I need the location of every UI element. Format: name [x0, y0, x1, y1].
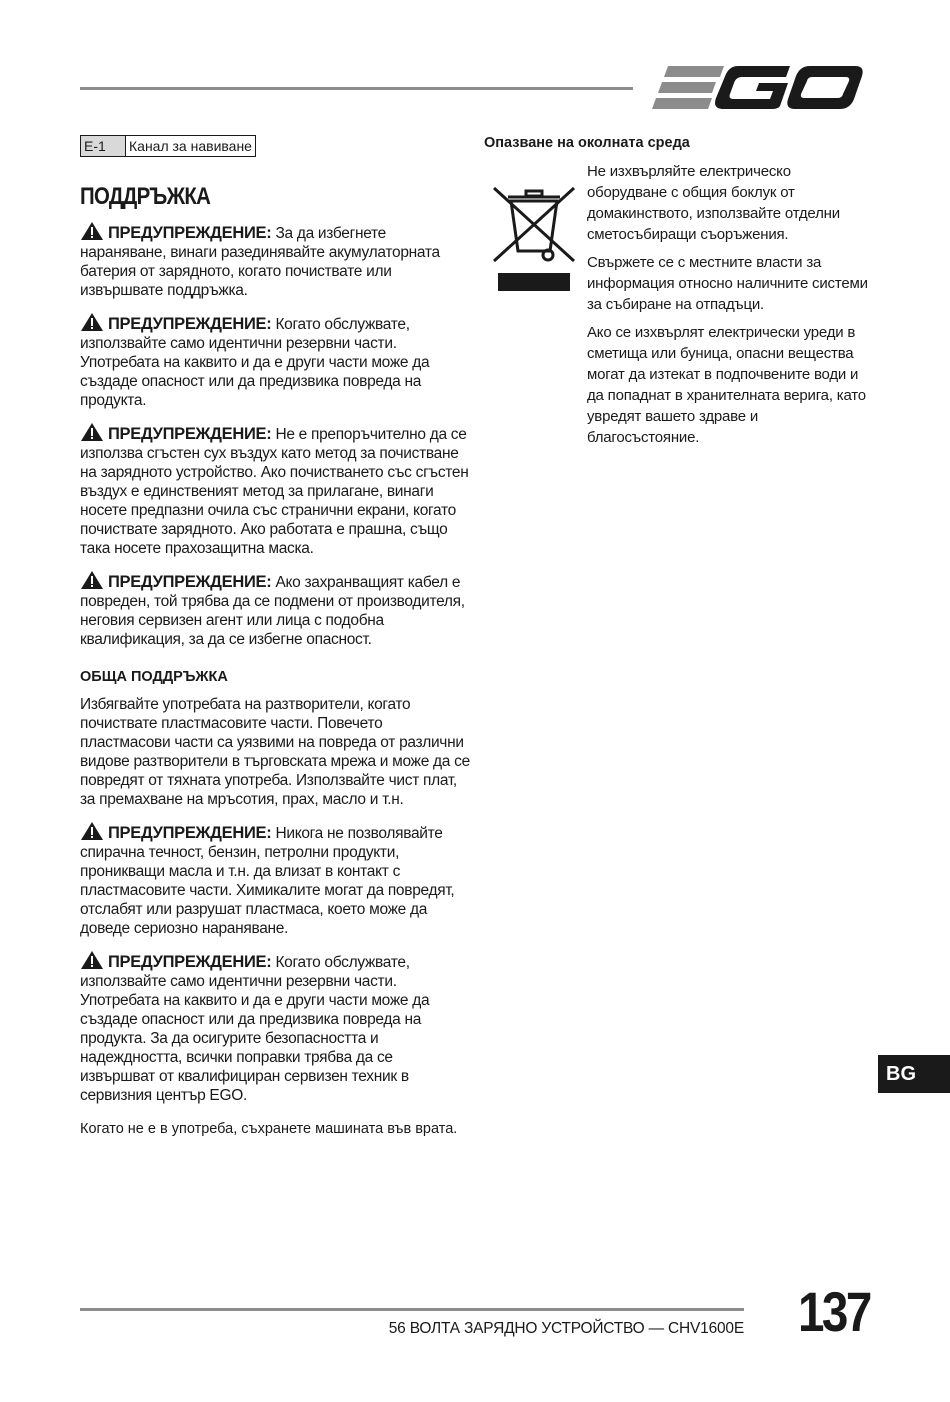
warning-paragraph: [80, 570, 470, 649]
warning-triangle-icon: [80, 312, 104, 332]
header-rule: [80, 87, 633, 90]
warning-label: ПРЕДУПРЕЖДЕНИЕ:: [108, 824, 272, 842]
footer-product-name: 56 ВОЛТА ЗАРЯДНО УСТРОЙСТВО — CHV1600E: [388, 1320, 744, 1337]
warning-triangle-icon: [80, 570, 104, 590]
storage-note: Когато не е в употреба, съхранете машината във врата.: [80, 1121, 458, 1137]
page-number: 137: [798, 1280, 870, 1343]
environment-text: [587, 161, 874, 448]
footer-rule: [80, 1308, 744, 1311]
general-maintenance-title: ОБЩА ПОДДРЪЖКА: [80, 669, 228, 685]
environment-title: Опазване на околната среда: [484, 135, 690, 151]
warning-paragraph: [80, 312, 470, 410]
language-tab: BG: [878, 1055, 950, 1093]
warning-text: Ако захранващият кабел е повреден, той трябва да се подмени от производителя, неговия сервизен агент или лица с подобна квалификация, за да се избегне опасност.: [80, 574, 465, 648]
environment-paragraph: Ако се изхвърлят електрически уреди в сметища или буница, опасни вещества могат да изтекат в подпочвените води и да попаднат в хранителната верига, като увредят вашето здраве и благосъстояние.: [587, 324, 866, 446]
warning-text: Когато обслужвате, използвайте само идентични резервни части. Употребата на каквито и да е други части може да създаде опасност или да предизвика повреда на продукта. За да осигурите безопасността и надеждността, всички поправки трябва да се извършват от квалифициран сервизен техник в сервизния център EGO.: [80, 954, 430, 1104]
section-title: ПОДДРЪЖКА: [80, 183, 211, 210]
reference-label: Канал за навиване: [126, 136, 256, 157]
warning-label: ПРЕДУПРЕЖДЕНИЕ:: [108, 224, 272, 242]
general-maintenance-text: Избягвайте употребата на разтворители, когато почиствате пластмасовите части. Повечето пластмасови части са уязвими на повреда от различни видове разтворители в търговската мрежа и може да се повредят от тяхната употреба. Използвайте чист плат, за премахване на мръсотия, прах, масло и т.н.: [80, 696, 470, 808]
warning-label: ПРЕДУПРЕЖДЕНИЕ:: [108, 573, 272, 591]
crossed-out-wheelie-bin-icon: [484, 173, 584, 308]
warning-text: За да избегнете нараняване, винаги разединявайте акумулаторната батерия от зарядното, когато почиствате или извършвате поддръжка.: [80, 225, 440, 299]
reference-table: [80, 135, 256, 157]
warning-paragraph: [80, 950, 470, 1105]
warning-triangle-icon: [80, 422, 104, 442]
warning-text: Не е препоръчително да се използва сгъстен сух въздух като метод за почистване на зарядното устройство. Ако почистването със сгъстен въздух е единственият метод за прилагане, винаги носете предпазни очила със странични екрани, когато почиствате зарядното. Ако работата е прашна, също така носете прахозащитна маска.: [80, 426, 469, 557]
warning-paragraph: [80, 221, 470, 300]
environment-paragraph: Свържете се с местните власти за информация относно наличните системи за събиране на отпадъци.: [587, 254, 868, 313]
warning-triangle-icon: [80, 950, 104, 970]
warning-triangle-icon: [80, 821, 104, 841]
warning-label: ПРЕДУПРЕЖДЕНИЕ:: [108, 315, 272, 333]
warning-paragraph: [80, 422, 470, 558]
environment-paragraph: Не изхвърляйте електрическо оборудване с общия боклук от домакинството, използвайте отделни сметосъбиращи съоръжения.: [587, 163, 840, 243]
warning-paragraph: [80, 821, 470, 938]
warning-triangle-icon: [80, 221, 104, 241]
warning-text: Когато обслужвате, използвайте само идентични резервни части. Употребата на каквито и да е други части може да създаде опасност или да предизвика повреда на продукта.: [80, 316, 430, 409]
ego-logo: [650, 60, 865, 115]
reference-code: E-1: [81, 136, 126, 157]
warning-label: ПРЕДУПРЕЖДЕНИЕ:: [108, 953, 272, 971]
warning-text: Никога не позволявайте спирачна течност, бензин, петролни продукти, проникващи масла и т.н. да влизат в контакт с пластмасовите части. Химикалите могат да повредят, отслабят или разрушат пластмаса, което може да доведе сериозно нараняване.: [80, 825, 455, 937]
warning-label: ПРЕДУПРЕЖДЕНИЕ:: [108, 425, 272, 443]
maintenance-column: [80, 135, 470, 1152]
environment-column: [484, 135, 874, 455]
